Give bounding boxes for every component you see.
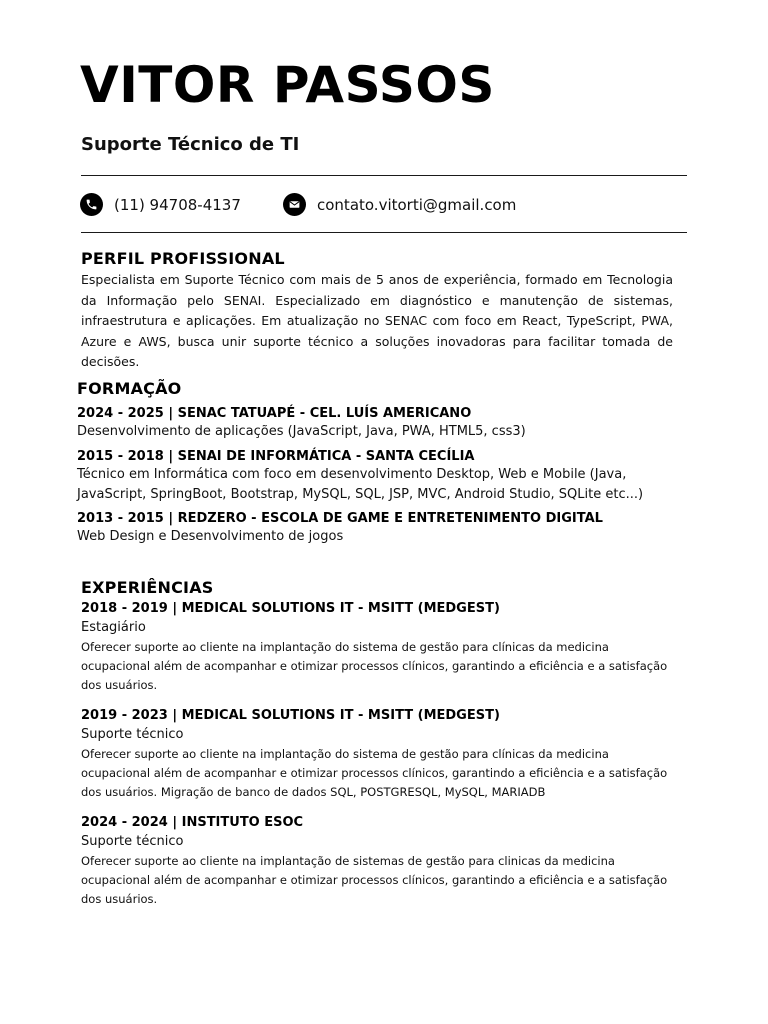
- education-item-text: Web Design e Desenvolvimento de jogos: [77, 529, 344, 544]
- email-contact: [283, 193, 516, 216]
- profile-section-title: PERFIL PROFISSIONAL: [81, 249, 285, 268]
- education-item-text: Desenvolvimento de aplicações (JavaScript, Java, PWA, HTML5, css3): [77, 424, 526, 439]
- experience-item-description: Oferecer suporte ao cliente na implantação do sistema de gestão para clínicas da medicina ocupacional além de acompanhar e otimizar processos clínicos, garantindo a eficiência e a satisfação dos usuários.: [81, 640, 668, 692]
- experience-item-head: 2024 - 2024 | INSTITUTO ESOC: [81, 815, 304, 830]
- education-item-head: 2013 - 2015 | REDZERO - ESCOLA DE GAME E ENTRETENIMENTO DIGITAL: [77, 511, 603, 526]
- experience-item-role: Estagiário: [81, 620, 146, 635]
- email-address: contato.vitorti@gmail.com: [317, 195, 517, 214]
- experience-item-description: Oferecer suporte ao cliente na implantação de sistemas de gestão para clinicas da medicina ocupacional além de acompanhar e otimizar processos clínicos, garantindo a eficiência e a satisfação dos usuários.: [81, 854, 668, 906]
- experience-item-description: Oferecer suporte ao cliente na implantação do sistema de gestão para clínicas da medicina ocupacional além de acompanhar e otimizar processos clínicos, garantindo a eficiência e a satisfação dos usuários. Migração de banco de dados SQL, POSTGRESQL, MySQL, MARIADB: [81, 747, 668, 799]
- education-section-title: FORMAÇÃO: [77, 379, 182, 398]
- experience-item-head: 2019 - 2023 | MEDICAL SOLUTIONS IT - MSITT (MEDGEST): [81, 708, 500, 723]
- email-icon: [283, 193, 306, 216]
- divider-bottom: [81, 232, 687, 233]
- profile-summary: Especialista em Suporte Técnico com mais de 5 anos de experiência, formado em Tecnologia da Informação pelo SENAI. Especializado em diagnóstico e manutenção de sistemas, infraestrutura e aplicações. Em atualização no SENAC com foco em React, TypeScript, PWA, Azure e AWS, busca unir suporte técnico a soluções inovadoras para facilitar tomada de decisões.: [81, 272, 673, 369]
- candidate-name: VITOR PASSOS: [80, 56, 495, 114]
- experience-item-head: 2018 - 2019 | MEDICAL SOLUTIONS IT - MSITT (MEDGEST): [81, 601, 500, 616]
- experience-section-title: EXPERIÊNCIAS: [81, 578, 214, 597]
- experience-item-role: Suporte técnico: [81, 834, 184, 849]
- divider-top: [81, 175, 687, 176]
- education-item-text: Técnico em Informática com foco em desenvolvimento Desktop, Web e Mobile (Java, JavaScript, SpringBoot, Bootstrap, MySQL, SQL, JSP, MVC, Android Studio, SQLite etc...): [77, 467, 644, 502]
- phone-contact: [80, 193, 241, 216]
- phone-icon: [80, 193, 103, 216]
- education-item-head: 2015 - 2018 | SENAI DE INFORMÁTICA - SANTA CECÍLIA: [77, 449, 475, 464]
- job-title: Suporte Técnico de TI: [81, 134, 300, 155]
- experience-item-role: Suporte técnico: [81, 727, 184, 742]
- phone-number: (11) 94708-4137: [114, 195, 241, 214]
- education-item-head: 2024 - 2025 | SENAC TATUAPÉ - CEL. LUÍS AMERICANO: [77, 406, 472, 421]
